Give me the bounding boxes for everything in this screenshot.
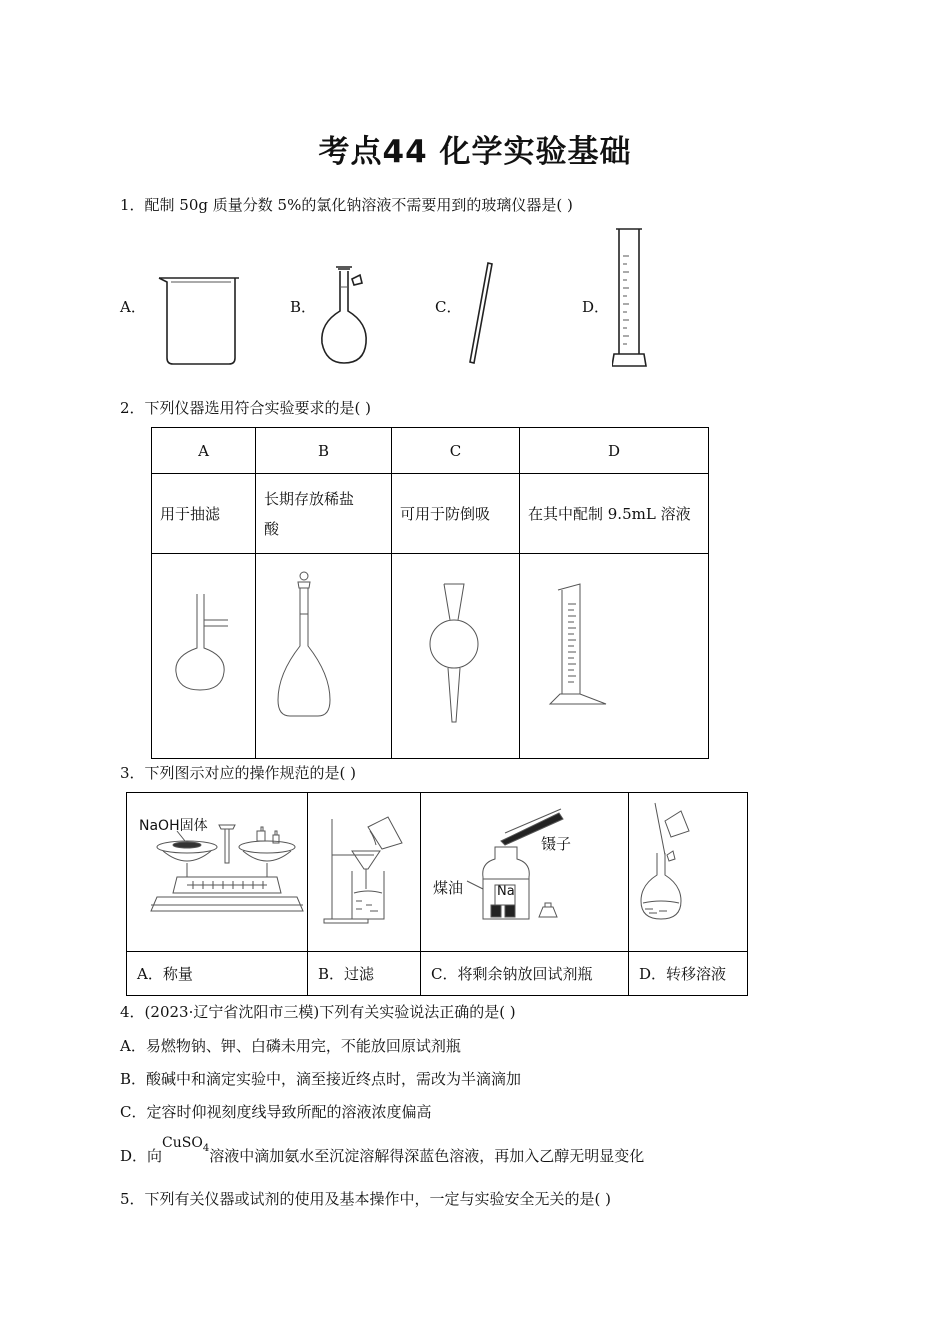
question-5-stem: 5．下列有关仪器或试剂的使用及基本操作中，一定与实验安全无关的是( ) (120, 1190, 612, 1208)
q2-cell-a: 用于抽滤 (152, 474, 256, 554)
q2-figure-c (392, 554, 520, 759)
naoh-solid-label: NaOH固体 (139, 818, 208, 834)
bulb-tube-icon (392, 554, 519, 758)
cuso4-formula: CuSO (162, 1135, 203, 1151)
q3-figure-a (127, 793, 308, 952)
q2-table (151, 427, 709, 759)
q4-option-d-suffix: 溶液中滴加氨水至沉淀溶解得深蓝色溶液，再加入乙醇无明显变化 (209, 1147, 645, 1165)
question-4-stem: 4．(2023·辽宁省沈阳市三模)下列有关实验说法正确的是( ) (120, 1003, 516, 1021)
q3-label-b: B．过滤 (308, 952, 421, 996)
q4-option-a: A．易燃物钠、钾、白磷未用完，不能放回原试剂瓶 (120, 1037, 461, 1055)
side-arm-flask-icon (152, 554, 255, 758)
q1-option-c-label: C． (435, 298, 462, 316)
q1-option-a-label: A． (120, 298, 146, 316)
volumetric-flask-icon (256, 554, 391, 758)
beaker-icon (155, 270, 245, 370)
q3-label-d: D．转移溶液 (629, 952, 748, 996)
q2-figure-d (520, 554, 709, 759)
q2-cell-d: 在其中配制 9.5mL 溶液 (520, 474, 709, 554)
q1-option-d-label: D． (582, 298, 610, 316)
balance-scale-icon (127, 793, 307, 951)
q3-label-c: C．将剩余钠放回试剂瓶 (421, 952, 629, 996)
cuso4-subscript: 4 (202, 1143, 210, 1154)
sodium-label: Na (497, 884, 515, 899)
q4-option-c: C．定容时仰视刻度线导致所配的溶液浓度偏高 (120, 1103, 432, 1121)
q4-option-d-prefix: D．向 (120, 1147, 163, 1165)
question-2-stem: 2．下列仪器选用符合实验要求的是( ) (120, 399, 372, 417)
kerosene-label: 煤油 (433, 879, 464, 897)
graduated-cylinder-icon (520, 554, 708, 758)
q2-header-d: D (520, 428, 709, 474)
reagent-bottle-icon (421, 793, 628, 951)
volumetric-flask-icon (318, 265, 378, 367)
q4-option-b: B．酸碱中和滴定实验中，滴至接近终点时，需改为半滴滴加 (120, 1070, 522, 1088)
q2-cell-b-line-1: 长期存放稀盐 (264, 489, 355, 508)
q1-option-b-label: B． (290, 298, 317, 316)
tweezers-label: 镊子 (541, 835, 572, 853)
q3-figure-c (421, 793, 629, 952)
glass-rod-icon (464, 260, 494, 366)
q2-cell-b-line-2: 酸 (264, 519, 280, 538)
q2-cell-c: 可用于防倒吸 (392, 474, 520, 554)
q3-figure-d (629, 793, 748, 952)
q2-figure-a (152, 554, 256, 759)
question-3-stem: 3．下列图示对应的操作规范的是( ) (120, 764, 357, 782)
q3-figure-b (308, 793, 421, 952)
transfer-solution-icon (629, 793, 747, 951)
q2-figure-b (256, 554, 392, 759)
q3-label-a: A．称量 (127, 952, 308, 996)
q2-header-b: B (256, 428, 392, 474)
page-title: 考点44 化学实验基础 (318, 134, 632, 170)
q4-option-d (120, 1135, 645, 1166)
q2-cell-b (256, 474, 392, 554)
q2-header-a: A (152, 428, 256, 474)
q3-table (126, 792, 748, 996)
filtration-setup-icon (308, 793, 420, 951)
graduated-cylinder-icon (612, 226, 648, 368)
question-1-stem: 1．配制 50g 质量分数 5%的氯化钠溶液不需要用到的玻璃仪器是( ) (120, 196, 573, 214)
q2-header-c: C (392, 428, 520, 474)
